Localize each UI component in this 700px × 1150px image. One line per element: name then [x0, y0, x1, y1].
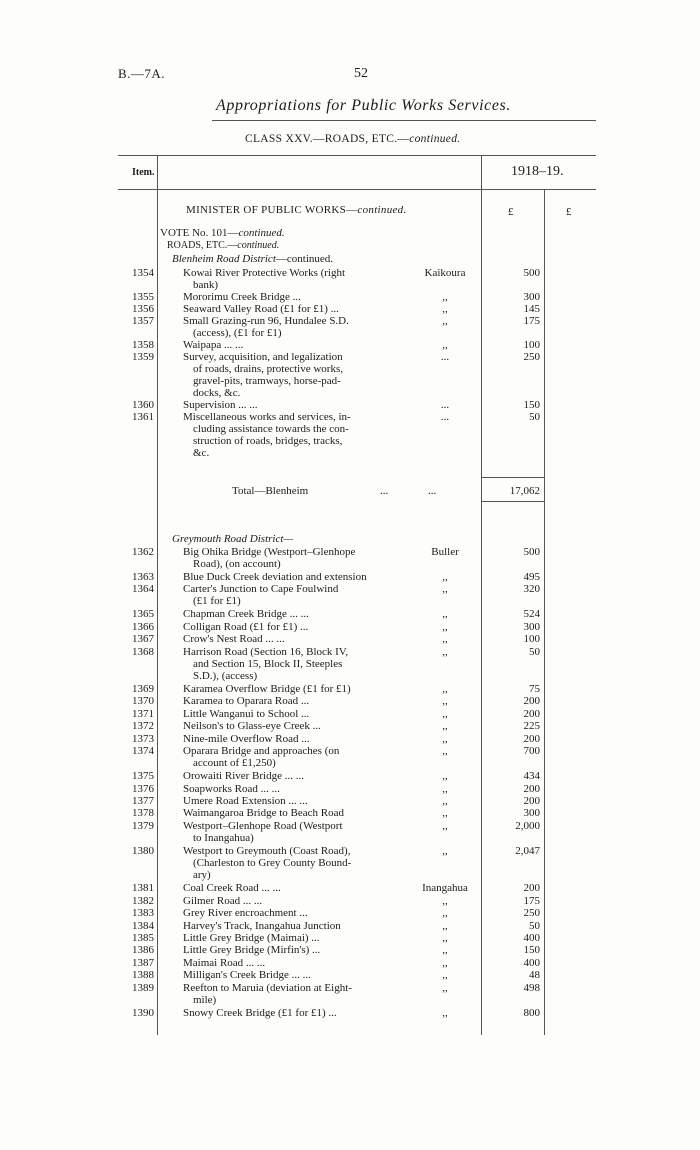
item-amount: 700	[523, 745, 540, 758]
item-description	[183, 795, 408, 807]
item-description	[183, 957, 408, 969]
item-locality: ...	[440, 351, 450, 363]
item-description	[183, 820, 408, 844]
description-line: Harvey's Track, Inangahua Junction	[183, 919, 341, 932]
item-locality: ,,	[442, 956, 448, 969]
table-top-rule	[118, 155, 596, 156]
item-description	[183, 546, 408, 570]
item-amount: 50	[529, 411, 540, 423]
pound-symbol: £	[566, 206, 572, 218]
description-line: Seaward Valley Road (£1 for £1) ...	[183, 303, 339, 315]
item-description	[183, 907, 408, 919]
item-locality: Inangahua	[422, 882, 468, 895]
item-description	[183, 770, 408, 782]
item-locality: ,,	[442, 732, 448, 745]
item-description	[183, 920, 408, 932]
item-amount: 400	[523, 931, 540, 944]
item-amount: 250	[523, 351, 540, 363]
item-description	[183, 695, 408, 707]
item-locality: ,,	[442, 315, 448, 327]
description-line: (access), (£1 for £1)	[193, 327, 282, 339]
description-line: Carter's Junction to Cape Foulwind	[183, 583, 339, 596]
item-amount: 200	[523, 795, 540, 807]
item-amount: 200	[523, 707, 540, 720]
description-line: bank)	[193, 279, 219, 291]
item-number: 1363	[132, 570, 154, 583]
description-line: Coal Creek Road ... ...	[183, 882, 281, 895]
item-description	[183, 267, 408, 291]
item-locality: ,,	[442, 682, 448, 695]
item-locality: ,,	[442, 608, 448, 621]
item-number: 1365	[132, 608, 154, 621]
item-number: 1384	[132, 919, 154, 932]
item-amount: 300	[523, 620, 540, 633]
description-line: mile)	[193, 993, 217, 1006]
description-line: (Charleston to Grey County Bound-	[193, 856, 352, 869]
item-description	[183, 720, 408, 732]
item-amount: 75	[529, 682, 540, 695]
total-leader-dots: ...	[380, 485, 389, 497]
item-number: 1368	[132, 645, 154, 658]
description-line: Maimai Road ... ...	[183, 956, 266, 969]
item-amount: 100	[523, 633, 540, 646]
item-description	[183, 399, 408, 411]
second-amount-column-rule	[544, 190, 545, 1035]
item-locality: ,,	[442, 894, 448, 907]
page-number: 52	[354, 66, 368, 81]
item-locality: ,,	[442, 1006, 448, 1019]
item-locality: ,,	[442, 645, 448, 658]
description-line: Reefton to Maruia (deviation at Eight-	[183, 981, 352, 994]
description-line: Little Grey Bridge (Mirfin's) ...	[183, 944, 321, 957]
description-line: account of £1,250)	[193, 757, 276, 770]
item-amount: 50	[529, 645, 540, 658]
description-line: Kowai River Protective Works (right	[183, 267, 346, 279]
item-amount: 800	[523, 1006, 540, 1019]
description-line: Blue Duck Creek deviation and extension	[183, 570, 367, 583]
page-reference: B.—7A.	[118, 66, 166, 81]
item-number: 1356	[132, 303, 154, 315]
item-amount: 50	[529, 919, 540, 932]
total-amount: 17,062	[509, 485, 540, 497]
item-description	[183, 807, 408, 819]
description-line: of roads, drains, protective works,	[193, 363, 343, 375]
item-number: 1386	[132, 944, 154, 957]
item-locality: ,,	[442, 291, 448, 303]
item-description	[183, 633, 408, 645]
item-number: 1359	[132, 351, 154, 363]
description-line: to Inangahua)	[193, 831, 254, 844]
item-number: 1374	[132, 745, 154, 758]
item-locality: ,,	[442, 633, 448, 646]
item-amount: 48	[529, 969, 540, 982]
description-line: Waipapa ... ...	[183, 339, 244, 351]
item-locality: ,,	[442, 620, 448, 633]
item-description	[183, 845, 408, 881]
description-line: Soapworks Road ... ...	[183, 782, 280, 795]
item-locality: ,,	[442, 745, 448, 758]
year-column-header: 1918–19.	[511, 164, 564, 179]
item-locality: ...	[440, 411, 450, 423]
item-number: 1358	[132, 339, 154, 351]
item-description	[183, 932, 408, 944]
item-locality: ,,	[442, 707, 448, 720]
item-locality: ,,	[442, 907, 448, 920]
description-line: Chapman Creek Bridge ... ...	[183, 608, 309, 621]
item-locality: ,,	[442, 969, 448, 982]
item-description	[183, 351, 408, 399]
item-amount: 200	[523, 732, 540, 745]
description-line: Small Grazing-run 96, Hundalee S.D.	[183, 315, 349, 327]
item-number: 1354	[132, 267, 154, 279]
item-number: 1381	[132, 882, 154, 895]
item-number: 1372	[132, 720, 154, 733]
description-line: Westport to Greymouth (Coast Road),	[183, 844, 351, 857]
item-number: 1360	[132, 399, 154, 411]
item-locality: ,,	[442, 844, 448, 857]
item-locality: ,,	[442, 570, 448, 583]
district-heading-blenheim: Blenheim Road District—continued.	[172, 253, 334, 265]
page-title: Appropriations for Public Works Services.	[216, 97, 511, 114]
vote-heading: VOTE No. 101—continued.	[160, 227, 285, 239]
item-amount: 150	[523, 399, 540, 411]
ministry-heading: MINISTER OF PUBLIC WORKS—continued.	[186, 204, 407, 216]
item-number: 1380	[132, 844, 154, 857]
item-number: 1366	[132, 620, 154, 633]
description-line: Nine-mile Overflow Road ...	[183, 732, 310, 745]
district-heading-greymouth: Greymouth Road District—	[172, 533, 294, 545]
description-line: and Section 15, Block II, Steeples	[193, 657, 343, 670]
item-locality: ,,	[442, 583, 448, 596]
pound-symbol: £	[508, 206, 514, 218]
item-locality: Buller	[431, 546, 459, 558]
item-locality: ,,	[442, 303, 448, 315]
item-description	[183, 745, 408, 769]
item-number: 1390	[132, 1006, 154, 1019]
item-locality: Kaikoura	[424, 267, 466, 279]
item-number: 1383	[132, 907, 154, 920]
item-description	[183, 315, 408, 339]
item-amount: 524	[523, 608, 540, 621]
description-line: Waimangaroa Bridge to Beach Road	[183, 807, 345, 820]
item-locality: ,,	[442, 339, 448, 351]
description-line: Neilson's to Glass-eye Creek ...	[183, 720, 321, 733]
description-line: ary)	[193, 868, 211, 881]
item-locality: ,,	[442, 819, 448, 832]
description-line: Westport–Glenhope Road (Westport	[183, 819, 343, 832]
item-locality: ,,	[442, 981, 448, 994]
item-number: 1364	[132, 583, 154, 596]
item-description	[183, 621, 408, 633]
description-line: gravel-pits, tramways, horse-pad-	[193, 375, 341, 387]
item-number: 1376	[132, 782, 154, 795]
description-line: Colligan Road (£1 for £1) ...	[183, 620, 309, 633]
description-line: Mororimu Creek Bridge ...	[183, 291, 301, 303]
total-bottom-rule	[482, 501, 544, 502]
item-amount: 175	[523, 894, 540, 907]
description-line: S.D.), (access)	[193, 669, 258, 682]
description-line: Grey River encroachment ...	[183, 907, 308, 920]
item-description	[183, 339, 408, 351]
item-locality: ,,	[442, 720, 448, 733]
item-number: 1382	[132, 894, 154, 907]
class-heading: CLASS XXV.—ROADS, ETC.—continued.	[245, 133, 461, 145]
title-rule	[212, 120, 596, 121]
item-amount: 200	[523, 782, 540, 795]
item-amount: 500	[523, 267, 540, 279]
item-amount: 250	[523, 907, 540, 920]
item-description	[183, 646, 408, 682]
description-line: cluding assistance towards the con-	[193, 423, 349, 435]
item-number: 1361	[132, 411, 154, 423]
description-line: Survey, acquisition, and legalization	[183, 351, 343, 363]
item-locality: ,,	[442, 931, 448, 944]
item-number: 1362	[132, 546, 154, 558]
item-amount: 400	[523, 956, 540, 969]
item-amount: 200	[523, 882, 540, 895]
item-amount: 2,000	[515, 819, 540, 832]
item-description	[183, 608, 408, 620]
item-amount: 145	[523, 303, 540, 315]
total-leader-dots: ...	[428, 485, 437, 497]
item-number: 1367	[132, 633, 154, 646]
item-amount: 225	[523, 720, 540, 733]
item-number: 1385	[132, 931, 154, 944]
table-header-rule	[118, 189, 596, 190]
item-description	[183, 583, 408, 607]
item-number: 1357	[132, 315, 154, 327]
item-amount: 498	[523, 981, 540, 994]
description-line: struction of roads, bridges, tracks,	[193, 435, 343, 447]
item-amount: 495	[523, 570, 540, 583]
item-number: 1371	[132, 707, 154, 720]
description-line: Supervision ... ...	[183, 399, 258, 411]
item-amount: 150	[523, 944, 540, 957]
item-number: 1375	[132, 770, 154, 783]
item-number: 1369	[132, 682, 154, 695]
description-line: Road), (on account)	[193, 558, 281, 570]
item-locality: ...	[440, 399, 450, 411]
item-description	[183, 683, 408, 695]
item-description	[183, 783, 408, 795]
description-line: Gilmer Road ... ...	[183, 894, 263, 907]
description-line: Orowaiti River Bridge ... ...	[183, 770, 304, 783]
description-line: &c.	[193, 447, 210, 459]
item-amount: 175	[523, 315, 540, 327]
item-description	[183, 303, 408, 315]
item-number: 1377	[132, 795, 154, 807]
item-column-header: Item.	[132, 167, 155, 178]
item-column-rule	[157, 155, 158, 1035]
item-description	[183, 982, 408, 1006]
item-number: 1387	[132, 956, 154, 969]
description-line: docks, &c.	[193, 387, 241, 399]
description-line: Miscellaneous works and services, in-	[183, 411, 351, 423]
item-locality: ,,	[442, 695, 448, 708]
description-line: Oparara Bridge and approaches (on	[183, 745, 340, 758]
total-rule	[482, 477, 544, 478]
description-line: Big Ohika Bridge (Westport–Glenhope	[183, 546, 356, 558]
item-amount: 320	[523, 583, 540, 596]
item-description	[183, 291, 408, 303]
item-locality: ,,	[442, 795, 448, 807]
item-description	[183, 944, 408, 956]
item-number: 1379	[132, 819, 154, 832]
item-description	[183, 411, 408, 459]
item-amount: 300	[523, 291, 540, 303]
item-amount: 500	[523, 546, 540, 558]
item-number: 1388	[132, 969, 154, 982]
item-amount: 2,047	[515, 844, 540, 857]
description-line: Crow's Nest Road ... ...	[183, 633, 285, 646]
roads-heading: ROADS, ETC.—continued.	[167, 240, 280, 251]
item-description	[183, 708, 408, 720]
description-line: Milligan's Creek Bridge ... ...	[183, 969, 311, 982]
item-description	[183, 882, 408, 894]
item-locality: ,,	[442, 782, 448, 795]
item-number: 1378	[132, 807, 154, 820]
item-amount: 100	[523, 339, 540, 351]
description-line: Umere Road Extension ... ...	[183, 795, 308, 807]
item-locality: ,,	[442, 807, 448, 820]
item-locality: ,,	[442, 944, 448, 957]
item-amount: 300	[523, 807, 540, 820]
description-line: (£1 for £1)	[193, 595, 241, 608]
item-number: 1370	[132, 695, 154, 708]
description-line: Harrison Road (Section 16, Block IV,	[183, 645, 349, 658]
total-label: Total—Blenheim	[232, 485, 309, 497]
item-description	[183, 1007, 408, 1019]
item-description	[183, 969, 408, 981]
description-line: Karamea to Oparara Road ...	[183, 695, 310, 708]
item-locality: ,,	[442, 770, 448, 783]
item-amount: 200	[523, 695, 540, 708]
description-line: Karamea Overflow Bridge (£1 for £1)	[183, 682, 351, 695]
item-number: 1373	[132, 732, 154, 745]
item-number: 1355	[132, 291, 154, 303]
item-description	[183, 733, 408, 745]
item-description	[183, 895, 408, 907]
item-amount: 434	[523, 770, 540, 783]
item-number: 1389	[132, 981, 154, 994]
item-locality: ,,	[442, 919, 448, 932]
description-line: Little Wanganui to School ...	[183, 707, 310, 720]
item-description	[183, 571, 408, 583]
description-line: Little Grey Bridge (Maimai) ...	[183, 931, 320, 944]
description-line: Snowy Creek Bridge (£1 for £1) ...	[183, 1006, 337, 1019]
